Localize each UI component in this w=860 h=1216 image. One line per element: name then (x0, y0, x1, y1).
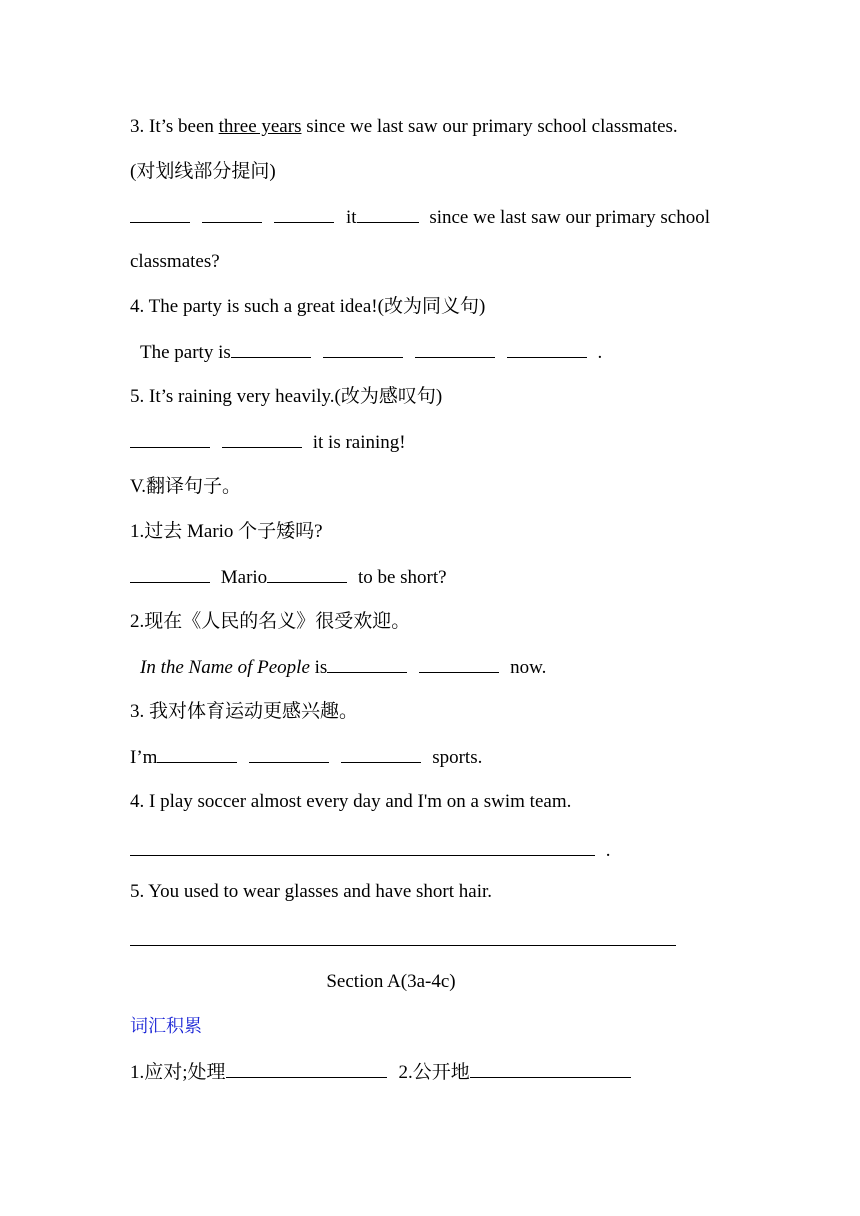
answer-line[interactable] (130, 928, 676, 946)
vocab-items-line (130, 1060, 631, 1085)
answer-prefix: I’m (130, 747, 158, 768)
answer-is: is (309, 657, 328, 678)
answer-prefix: The party is (140, 342, 231, 363)
answer-tail: sports. (427, 747, 483, 768)
answer-tail: to be short? (353, 567, 447, 588)
translate-2-prompt: 2.现在《人民的名义》很受欢迎。 (130, 611, 411, 632)
translate-4-answer-line (130, 838, 611, 863)
answer-blank[interactable] (222, 430, 302, 448)
answer-tail: now. (505, 657, 547, 678)
vocab-item-2: 2.公开地 (398, 1062, 470, 1083)
answer-blank[interactable] (231, 340, 311, 358)
translate-1-prompt: 1.过去 Mario 个子矮吗? (130, 521, 323, 542)
answer-line[interactable] (130, 838, 595, 856)
question-5: 5. It’s raining very heavily.(改为感叹句) (130, 386, 443, 407)
answer-blank[interactable] (419, 655, 499, 673)
answer-word: Mario (216, 567, 268, 588)
translate-4-sentence: 4. I play soccer almost every day and I'm on a swim team. (130, 791, 572, 812)
answer-blank[interactable] (202, 205, 262, 223)
answer-blank[interactable] (341, 745, 421, 763)
answer-end: . (592, 342, 603, 363)
section-v-title: V.翻译句子。 (130, 476, 242, 497)
italic-title: In the Name of People (140, 657, 310, 678)
answer-word-it: it (346, 207, 357, 228)
answer-blank[interactable] (157, 745, 237, 763)
translate-5-sentence: 5. You used to wear glasses and have short hair. (130, 881, 493, 902)
question-3-pre: 3. It’s been (130, 116, 219, 137)
answer-blank[interactable] (415, 340, 495, 358)
answer-blank[interactable] (130, 205, 190, 223)
vocab-item-1: 1.应对;处理 (130, 1062, 226, 1083)
answer-blank[interactable] (130, 565, 210, 583)
question-3-instruction: (对划线部分提问) (130, 161, 276, 182)
answer-blank[interactable] (249, 745, 329, 763)
answer-blank[interactable] (226, 1060, 387, 1078)
answer-blank[interactable] (327, 655, 407, 673)
answer-blank[interactable] (274, 205, 334, 223)
answer-blank[interactable] (267, 565, 347, 583)
question-3-answer-cont: classmates? (130, 251, 220, 272)
answer-tail: it is raining! (308, 432, 406, 453)
answer-blank[interactable] (323, 340, 403, 358)
question-4: 4. The party is such a great idea!(改为同义句) (130, 296, 486, 317)
translate-2-answer-line (140, 655, 546, 680)
question-3 (130, 115, 678, 139)
answer-blank[interactable] (507, 340, 587, 358)
translate-3-prompt: 3. 我对体育运动更感兴趣。 (130, 701, 359, 722)
translate-3-answer-line (130, 745, 482, 770)
answer-blank[interactable] (357, 205, 419, 223)
translate-5-answer-line (130, 928, 676, 953)
answer-end: . (601, 840, 611, 861)
translate-1-answer-line (130, 565, 447, 590)
question-5-answer-line (130, 430, 406, 455)
answer-blank[interactable] (470, 1060, 631, 1078)
answer-blank[interactable] (130, 430, 210, 448)
vocab-heading: 词汇积累 (130, 1016, 202, 1037)
section-a-title: Section A(3a-4c) (326, 971, 456, 992)
question-4-answer-line (140, 340, 602, 365)
answer-tail: since we last saw our primary school (424, 207, 711, 228)
underlined-phrase: three years (218, 116, 302, 137)
question-3-answer-line (130, 205, 710, 230)
question-3-post: since we last saw our primary school classmates. (301, 116, 678, 137)
